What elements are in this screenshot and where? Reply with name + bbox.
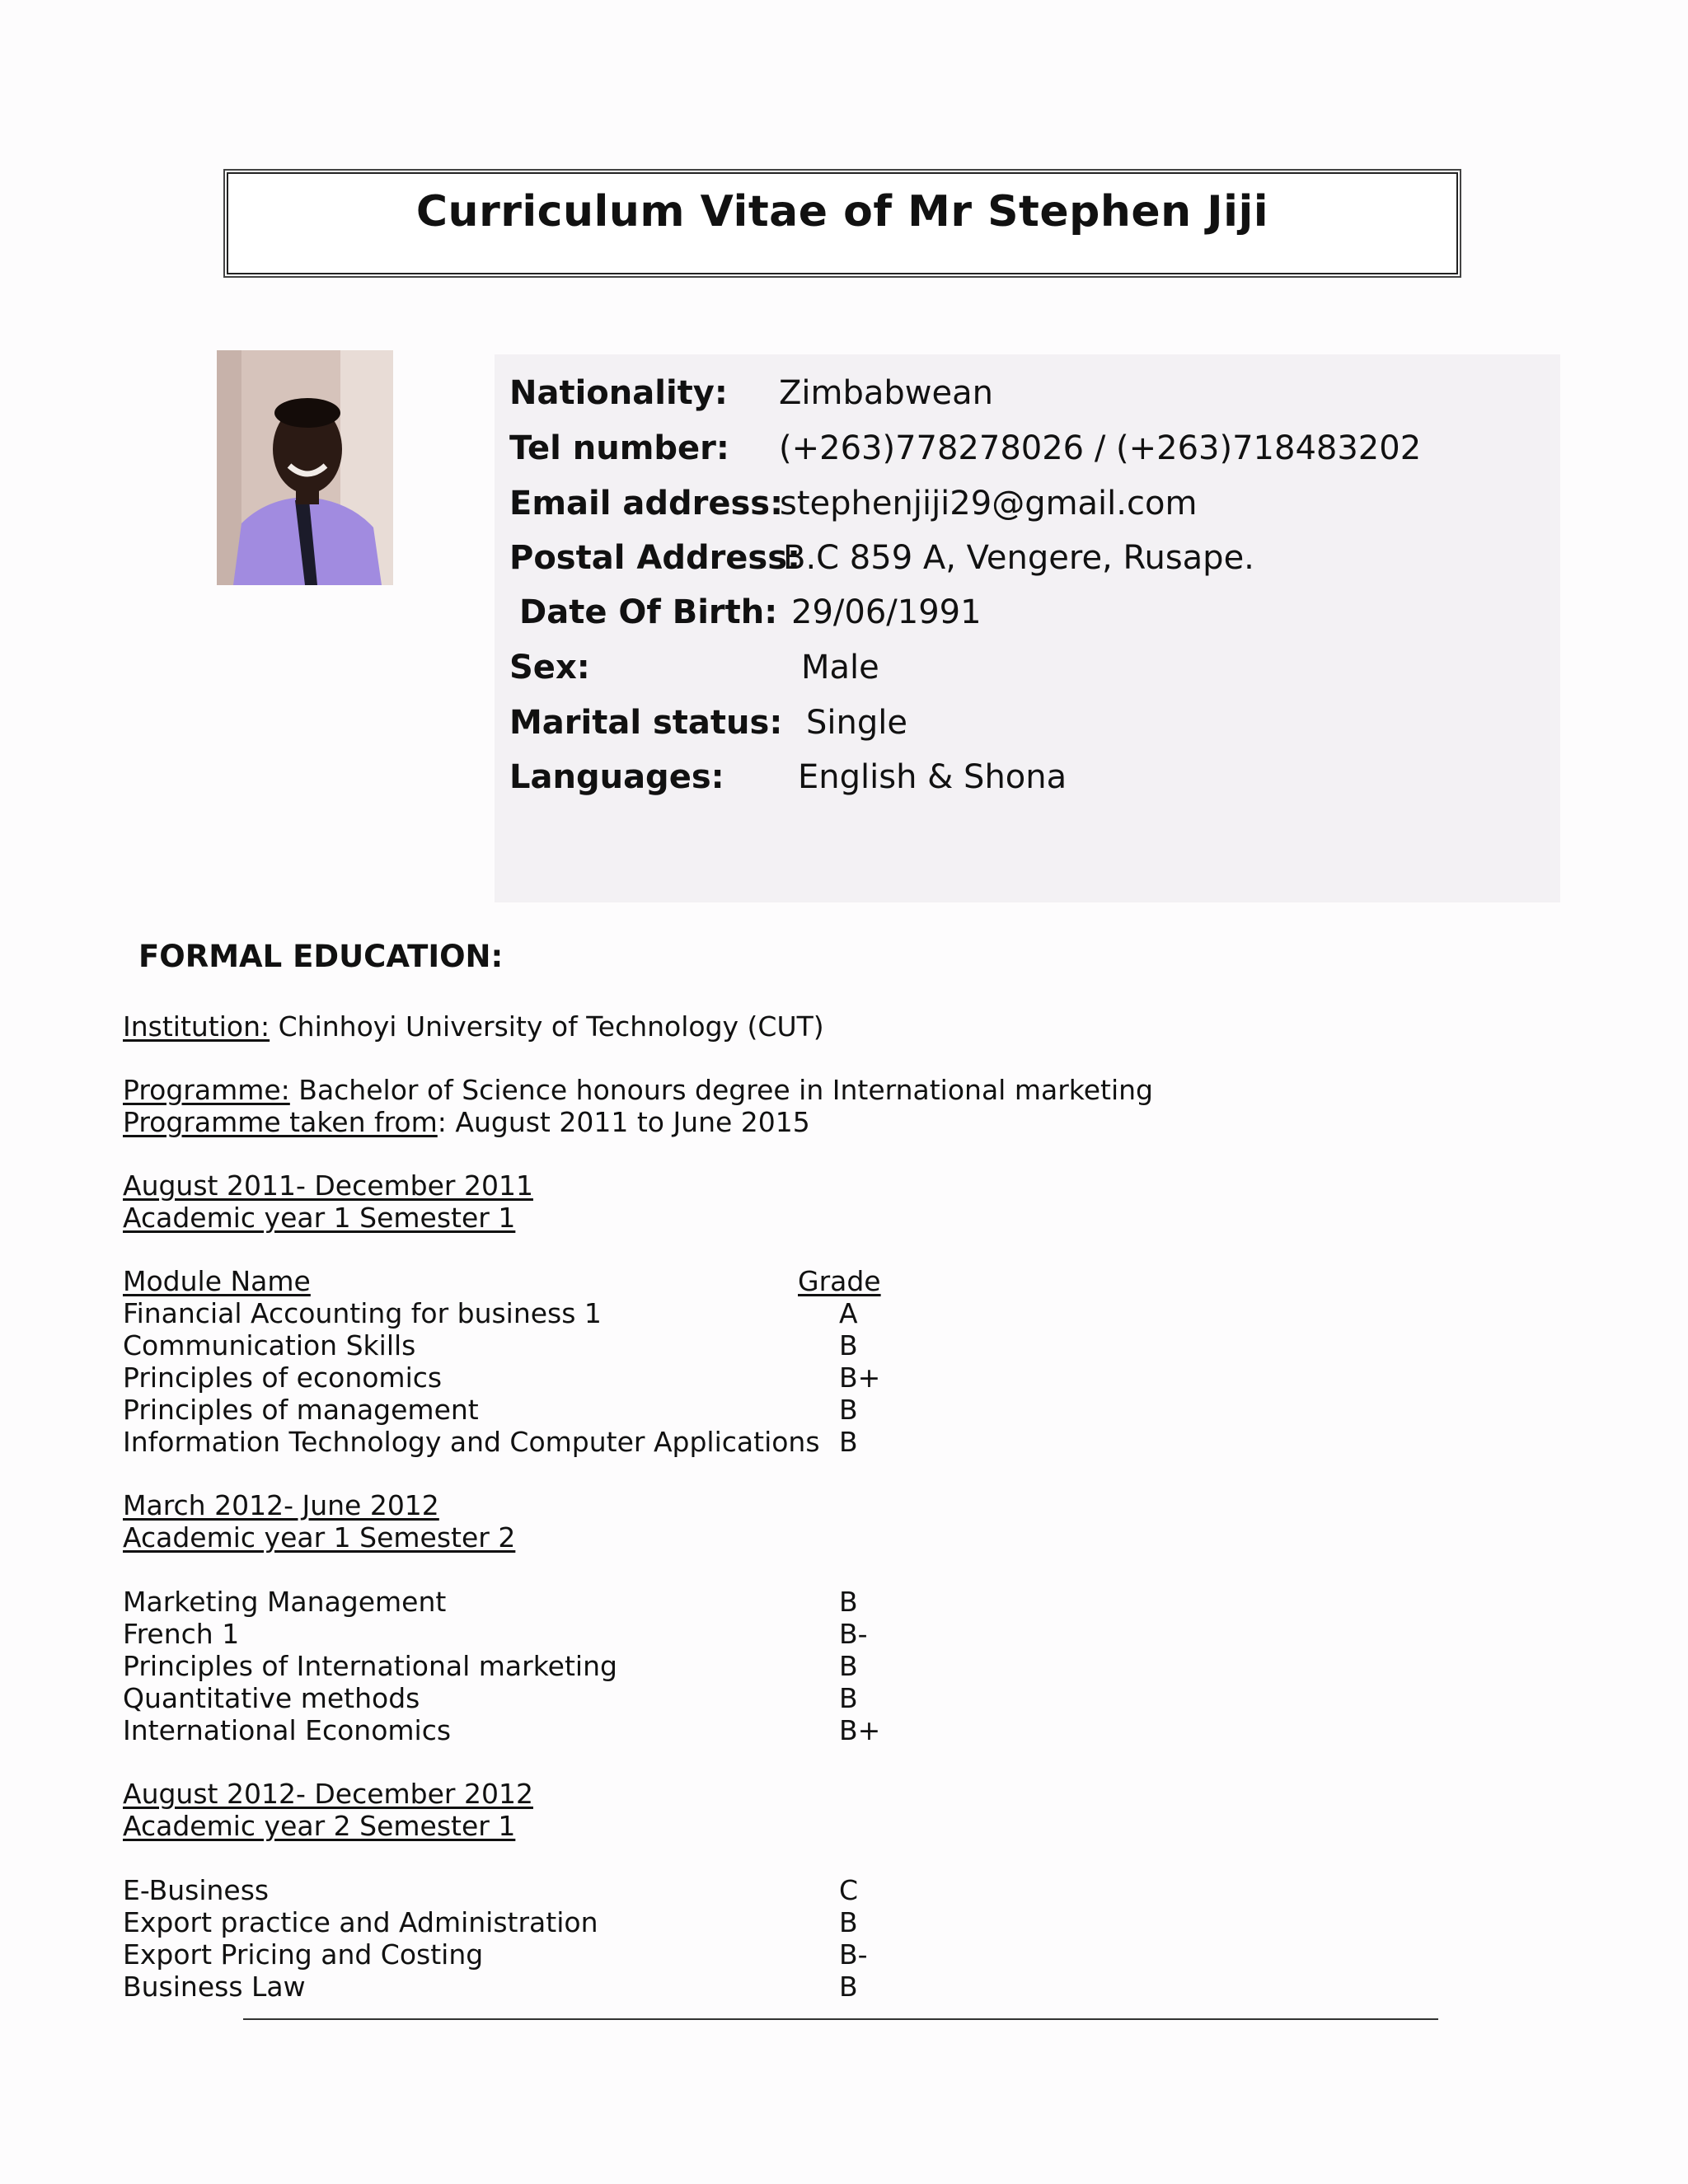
profile-photo bbox=[217, 350, 393, 585]
module-name: Export practice and Administration bbox=[123, 1906, 598, 1938]
module-name: Principles of management bbox=[123, 1394, 479, 1426]
programme-line bbox=[123, 1074, 1153, 1106]
postal-label: Postal Address: bbox=[509, 539, 801, 577]
section-heading-education: FORMAL EDUCATION: bbox=[138, 939, 504, 974]
semester-name: Academic year 2 Semester 1 bbox=[123, 1810, 516, 1842]
module-grade: C bbox=[839, 1874, 859, 1906]
sex-label: Sex: bbox=[509, 649, 590, 687]
module-grade: B bbox=[839, 1329, 858, 1361]
module-name: International Economics bbox=[123, 1714, 452, 1746]
module-name: E-Business bbox=[123, 1874, 270, 1906]
nationality-label: Nationality: bbox=[509, 374, 728, 412]
institution-value: Chinhoyi University of Technology (CUT) bbox=[270, 1010, 824, 1043]
module-name: Quantitative methods bbox=[123, 1682, 420, 1714]
module-name: Information Technology and Computer Applications bbox=[123, 1426, 820, 1458]
page-title: Curriculum Vitae of Mr Stephen Jiji bbox=[415, 187, 1269, 237]
personal-info-panel bbox=[495, 354, 1560, 902]
module-name: Export Pricing and Costing bbox=[123, 1938, 484, 1971]
module-grade: B+ bbox=[839, 1361, 881, 1394]
footer-divider bbox=[243, 2018, 1438, 2020]
module-grade: A bbox=[839, 1297, 858, 1329]
programme-from-label: Programme taken from bbox=[123, 1106, 438, 1138]
module-grade: B bbox=[839, 1650, 858, 1682]
semester-name: Academic year 1 Semester 2 bbox=[123, 1521, 516, 1554]
module-grade: B bbox=[839, 1682, 858, 1714]
module-grade: B bbox=[839, 1586, 858, 1618]
module-grade: B+ bbox=[839, 1714, 881, 1746]
programme-value: Bachelor of Science honours degree in International marketing bbox=[289, 1074, 1153, 1106]
module-name: Principles of economics bbox=[123, 1361, 443, 1394]
module-name: Marketing Management bbox=[123, 1586, 447, 1618]
module-name-header: Module Name bbox=[123, 1265, 311, 1297]
marital-label: Marital status: bbox=[509, 704, 783, 742]
semester-period: March 2012- June 2012 bbox=[123, 1489, 439, 1521]
module-name: Business Law bbox=[123, 1971, 306, 2003]
module-grade: B- bbox=[839, 1618, 868, 1650]
module-name: French 1 bbox=[123, 1618, 240, 1650]
tel-label: Tel number: bbox=[509, 429, 729, 467]
semester-period: August 2012- December 2012 bbox=[123, 1778, 533, 1810]
programme-label: Programme: bbox=[123, 1074, 290, 1106]
portrait-image bbox=[217, 350, 393, 585]
dob-value: 29/06/1991 bbox=[791, 593, 982, 631]
tel-value: (+263)778278026 / (+263)718483202 bbox=[779, 429, 1422, 467]
email-label: Email address: bbox=[509, 485, 784, 523]
module-name: Principles of International marketing bbox=[123, 1650, 617, 1682]
module-grade: B bbox=[839, 1394, 858, 1426]
languages-value: English & Shona bbox=[798, 758, 1067, 796]
module-name: Financial Accounting for business 1 bbox=[123, 1297, 602, 1329]
module-grade: B bbox=[839, 1426, 858, 1458]
semester-period: August 2011- December 2011 bbox=[123, 1169, 533, 1202]
sex-value: Male bbox=[801, 649, 879, 687]
programme-from-value: : August 2011 to June 2015 bbox=[437, 1106, 810, 1138]
module-grade: B bbox=[839, 1906, 858, 1938]
nationality-value: Zimbabwean bbox=[779, 374, 993, 412]
module-grade: B bbox=[839, 1971, 858, 2003]
institution-line bbox=[123, 1010, 824, 1043]
email-value: stephenjiji29@gmail.com bbox=[780, 485, 1198, 523]
dob-label: Date Of Birth: bbox=[519, 593, 778, 631]
programme-from-line bbox=[123, 1106, 810, 1138]
postal-value: B.C 859 A, Vengere, Rusape. bbox=[783, 539, 1254, 577]
module-name: Communication Skills bbox=[123, 1329, 416, 1361]
marital-value: Single bbox=[806, 704, 907, 742]
title-box bbox=[227, 172, 1458, 274]
institution-label: Institution: bbox=[123, 1010, 270, 1043]
module-grade: B- bbox=[839, 1938, 868, 1971]
semester-name: Academic year 1 Semester 1 bbox=[123, 1202, 516, 1234]
grade-header: Grade bbox=[798, 1265, 881, 1297]
languages-label: Languages: bbox=[509, 758, 724, 796]
